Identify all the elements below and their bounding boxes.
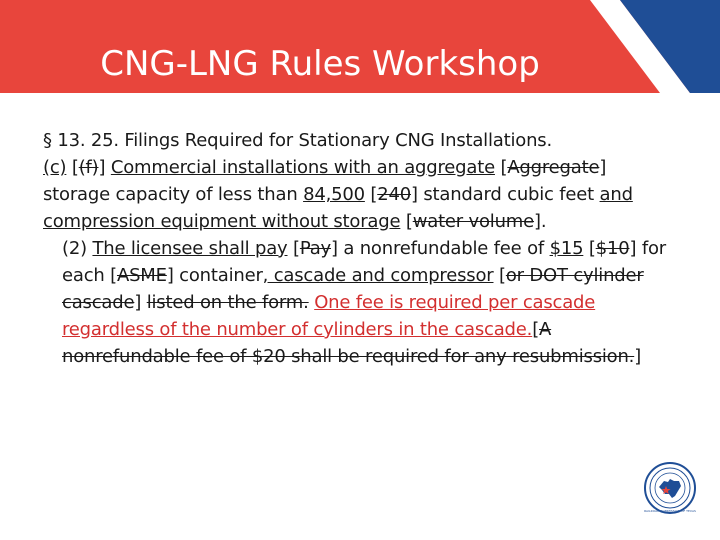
deleted-text: listed on the form. (146, 292, 309, 313)
fee-inserted: $15 (549, 238, 584, 259)
rule-text (43, 127, 673, 370)
inserted-text: and compression equipment without storage (43, 184, 633, 232)
title-banner (0, 0, 720, 93)
rrc-seal (644, 460, 696, 516)
red-inserted-text: One fee is required per cascade regardless of the number of cylinders in the cascade. (62, 292, 596, 340)
plain-text: for each (62, 238, 666, 286)
plain-text: container (179, 265, 263, 286)
plain-text: storage capacity of less than (43, 184, 298, 205)
subsection-c: (c) [(f)] Commercial installations with an aggregate [Aggregate] storage capacity of less than 84,500 [240] standard cubic feet and compression equipment without storage [water volume]. (43, 157, 633, 232)
deleted-text: ASME (116, 265, 167, 286)
inserted-text: The licensee shall pay (92, 238, 288, 259)
capacity-inserted: 84,500 (303, 184, 365, 205)
seal-ring-text: RAILROAD COMMISSION OF TEXAS (644, 509, 696, 513)
seal-icon (644, 460, 696, 516)
label-inserted: (c) (43, 157, 67, 178)
plain-text: a nonrefundable fee of (343, 238, 545, 259)
label-deleted: (f) (78, 157, 99, 178)
plain-text: standard cubic feet (423, 184, 595, 205)
deleted-text: or DOT cylinder cascade (62, 265, 644, 313)
deleted-text: Pay (299, 238, 332, 259)
deleted-text: A nonrefundable fee of $20 shall be required for any resubmission. (62, 319, 635, 367)
slide-title: CNG-LNG Rules Workshop (100, 44, 540, 84)
capacity-deleted: 240 (377, 184, 411, 205)
deleted-text: water volume (412, 211, 535, 232)
inserted-text: , cascade and compressor (262, 265, 494, 286)
closing-bracket: ]. (534, 211, 547, 232)
subsection-c2: (2) The licensee shall pay [Pay] a nonrefundable fee of $15 [$10] for each [ASME] container, cascade and compressor [or DOT cylinder cascade] listed on the form. One fee is required per cascade regardless of the number of cylinders in the cascade.[A nonrefundable fee of $20 shall be required for any resubmission.] (62, 238, 666, 367)
item-number: (2) (62, 238, 87, 259)
inserted-text: Commercial installations with an aggregate (110, 157, 495, 178)
deleted-text: Aggregate (507, 157, 600, 178)
section-heading: § 13. 25. Filings Required for Stationary CNG Installations. (43, 130, 552, 151)
fee-deleted: $10 (595, 238, 630, 259)
